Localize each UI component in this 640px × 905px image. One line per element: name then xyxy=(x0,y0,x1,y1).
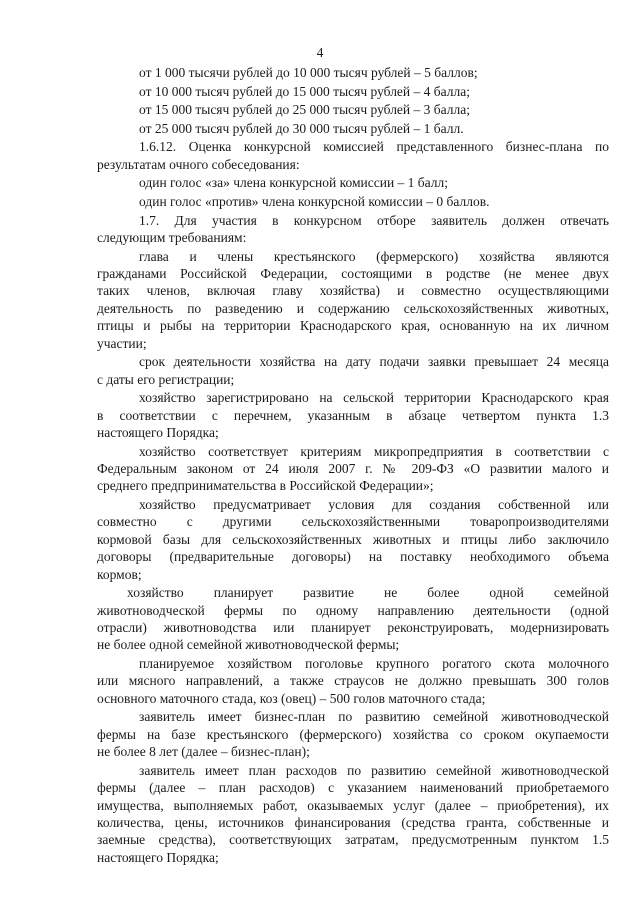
text-line: фермы на базе крестьянского (фермерского) хозяйства со сроком окупаемости xyxy=(97,726,609,742)
text-line: срок деятельности хозяйства на дату подачи заявки превышает 24 месяца xyxy=(139,354,609,370)
text-line: основного маточного стада, коз (овец) – 500 голов маточного стада; xyxy=(97,690,486,706)
text-line: настоящего Порядка; xyxy=(97,425,219,440)
text-line: таких членов, включая главу хозяйства) и совместно осуществляющими xyxy=(97,283,609,299)
text-line: настоящего Порядка; xyxy=(97,849,219,865)
document-body xyxy=(97,64,609,867)
text-line: совместно с другими сельскохозяйственными товаропроизводителями xyxy=(97,514,609,530)
text-line: один голос «против» члена конкурсной комиссии – 0 баллов. xyxy=(139,193,490,209)
paragraph xyxy=(97,174,609,191)
text-line: хозяйство предусматривает условия для создания собственной или xyxy=(139,497,609,512)
paragraph xyxy=(97,212,609,247)
paragraph xyxy=(97,83,609,100)
paragraph xyxy=(97,655,609,707)
text-line: договоры (предварительные договоры) на поставку необходимого объема xyxy=(97,549,609,565)
paragraph xyxy=(97,496,609,583)
paragraph xyxy=(97,353,609,388)
paragraph xyxy=(97,584,609,654)
text-line: один голос «за» члена конкурсной комиссии – 1 балл; xyxy=(139,175,449,191)
text-line: Федеральным законом от 24 июля 2007 г. № 209-ФЗ «О развитии малого и xyxy=(97,461,609,476)
text-line: глава и члены крестьянского (фермерского) хозяйства являются xyxy=(139,248,609,264)
paragraph xyxy=(97,64,609,81)
paragraph xyxy=(97,389,609,441)
text-line: птицы и рыбы на территории Краснодарского края, основанную на их личном xyxy=(97,318,609,334)
text-line: кормов; xyxy=(97,566,142,582)
text-line: 1.7. Для участия в конкурсном отборе заявитель должен отвечать xyxy=(139,212,609,228)
paragraph xyxy=(97,193,609,210)
text-line: от 1 000 тысячи рублей до 10 000 тысяч рублей – 5 баллов; xyxy=(139,65,478,80)
text-line: или мясного направлений, а также страусов не должно превышать 300 голов xyxy=(97,673,609,689)
paragraph xyxy=(97,443,609,495)
text-line: заемные средства), соответствующих затратам, предусмотренным пунктом 1.5 xyxy=(97,832,609,848)
text-line: не более одной семейной животноводческой фермы; xyxy=(97,637,400,653)
text-line: 1.6.12. Оценка конкурсной комиссией представленного бизнес-плана по xyxy=(139,139,609,155)
text-line: отрасли) животноводства или планирует реконструировать, модернизировать xyxy=(97,620,609,636)
text-line: фермы (далее – план расходов) с указанием наименований приобретаемого xyxy=(97,780,609,796)
text-line: участии; xyxy=(97,335,147,351)
text-line: заявитель имеет бизнес-план по развитию семейной животноводческой xyxy=(139,709,609,725)
paragraph xyxy=(97,248,609,352)
paragraph xyxy=(97,138,609,173)
text-line: в соответствии с перечнем, указанным в абзаце четвертом пункта 1.3 xyxy=(97,407,609,423)
text-line: следующим требованиям: xyxy=(97,229,247,245)
text-line: гражданами Российской Федерации, состоящими в родстве (не менее двух xyxy=(97,265,609,281)
paragraph xyxy=(97,120,609,137)
text-line: количества, цены, источников финансирования (средства гранта, собственные и xyxy=(97,815,609,831)
text-line: от 15 000 тысяч рублей до 25 000 тысяч рублей – 3 балла; xyxy=(139,102,470,118)
text-line: хозяйство зарегистрировано на сельской территории Краснодарского края xyxy=(139,390,609,406)
text-line: заявитель имеет план расходов по развитию семейной животноводческой xyxy=(139,762,609,778)
text-line: планируемое хозяйством поголовье крупного рогатого скота молочного xyxy=(139,656,609,672)
text-line: кормовой базы для сельскохозяйственных животных и птицы либо заключило xyxy=(97,531,609,547)
text-line: имущества, выполняемых работ, оказываемых услуг (далее – приобретения), их xyxy=(97,797,609,813)
page-number: 4 xyxy=(316,45,324,60)
text-line: среднего предпринимательства в Российской Федерации»; xyxy=(97,478,434,494)
paragraph xyxy=(97,101,609,118)
text-line: с даты его регистрации; xyxy=(97,371,235,387)
text-line: от 25 000 тысяч рублей до 30 000 тысяч рублей – 1 балл. xyxy=(139,120,464,136)
paragraph xyxy=(97,708,609,760)
text-line: хозяйство соответствует критериям микропредприятия в соответствии с xyxy=(139,443,609,459)
text-line: хозяйство планирует развитие не более одной семейной xyxy=(127,585,609,601)
paragraph xyxy=(97,762,609,866)
text-line: деятельность по разведению и содержанию сельскохозяйственных животных, xyxy=(97,300,609,316)
text-line: животноводческой фермы по одному направлению деятельности (одной xyxy=(97,602,609,618)
text-line: результатам очного собеседования: xyxy=(97,156,300,172)
text-line: не более 8 лет (далее – бизнес-план); xyxy=(97,744,310,760)
text-line: от 10 000 тысяч рублей до 15 000 тысяч рублей – 4 балла; xyxy=(139,83,470,99)
